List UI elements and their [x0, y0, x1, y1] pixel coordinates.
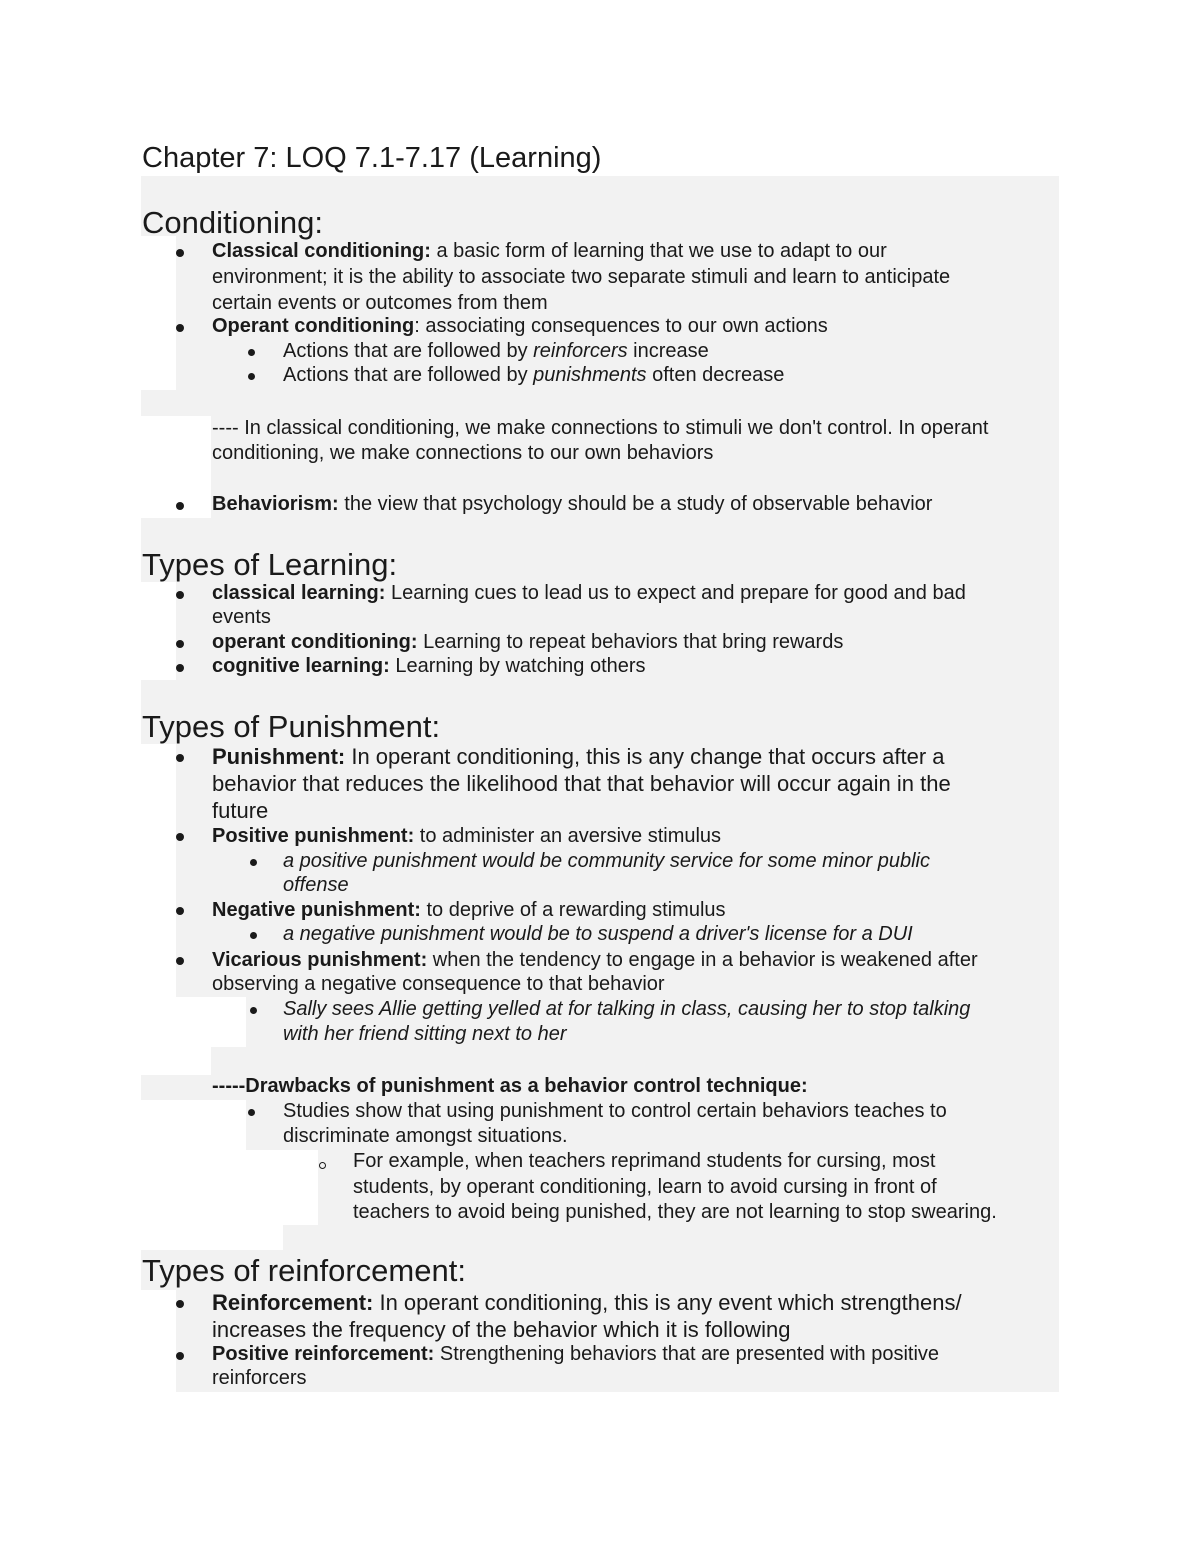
- list-item: [212, 744, 945, 770]
- list-item: [212, 1290, 962, 1316]
- note-line: ---- In classical conditioning, we make connections to stimuli we don't control. In operant: [212, 417, 989, 439]
- emphasis: reinforcers: [533, 340, 628, 362]
- emphasis: punishments: [533, 364, 647, 386]
- highlight-band: [141, 390, 1059, 416]
- list-item: Studies show that using punishment to control certain behaviors teaches to: [283, 1100, 947, 1122]
- highlight-band: [141, 518, 1059, 550]
- text: Actions that are followed by: [283, 340, 534, 362]
- term: Operant conditioning: [212, 315, 415, 337]
- highlight-band: [283, 1225, 1059, 1250]
- list-item-continuation: behavior that reduces the likelihood that that behavior will occur again in the: [212, 771, 951, 796]
- term: operant conditioning:: [212, 631, 418, 653]
- example-text: with her friend sitting next to her: [283, 1023, 567, 1045]
- bullet-icon: [248, 349, 255, 356]
- example-line: [283, 850, 930, 873]
- definition: : associating consequences to our own actions: [414, 315, 828, 337]
- term: Vicarious punishment:: [212, 949, 428, 971]
- bullet-icon: [176, 324, 184, 332]
- bullet-icon: [250, 932, 257, 939]
- definition: Learning by watching others: [389, 655, 646, 677]
- section-heading-conditioning: Conditioning:: [142, 205, 323, 240]
- example-text: a positive punishment would be community service for some minor public: [283, 850, 930, 872]
- list-item: [212, 825, 721, 848]
- drawbacks-heading: [212, 1075, 808, 1098]
- list-item-continuation: increases the frequency of the behavior which it is following: [212, 1317, 791, 1342]
- definition: In operant conditioning, this is any change that occurs after a: [345, 744, 945, 769]
- list-item-continuation: reinforcers: [212, 1367, 307, 1389]
- bullet-icon: [176, 957, 184, 965]
- bullet-icon: [176, 591, 184, 599]
- note-line: conditioning, we make connections to our own behaviors: [212, 442, 714, 464]
- text: often decrease: [646, 364, 785, 386]
- bullet-icon: [176, 907, 184, 915]
- bullet-icon: [176, 833, 184, 841]
- definition: Learning to repeat behaviors that bring rewards: [417, 631, 844, 653]
- text: Actions that are followed by: [283, 364, 534, 386]
- bullet-icon: [176, 1300, 184, 1308]
- example-text: Sally sees Allie getting yelled at for talking in class, causing her to stop talking: [283, 998, 971, 1020]
- sub-list-item: [283, 340, 709, 363]
- list-item: [212, 655, 646, 678]
- list-item-continuation: events: [212, 606, 271, 628]
- definition: Strengthening behaviors that are presented with positive: [434, 1343, 940, 1365]
- example-line: [283, 998, 970, 1021]
- definition: when the tendency to engage in a behavior is weakened after: [427, 949, 978, 971]
- term: cognitive learning:: [212, 655, 390, 677]
- bullet-icon: [176, 502, 184, 510]
- term: Classical conditioning:: [212, 240, 431, 262]
- list-item-continuation: observing a negative consequence to that behavior: [212, 973, 665, 995]
- term: classical learning:: [212, 582, 386, 604]
- list-item-continuation: certain events or outcomes from them: [212, 292, 548, 314]
- list-item-continuation: students, by operant conditioning, learn to avoid cursing in front of: [353, 1176, 937, 1198]
- term: Punishment:: [212, 744, 346, 769]
- list-item: [212, 582, 966, 605]
- highlight-band: [211, 1047, 1059, 1075]
- list-item: [212, 1343, 939, 1366]
- term: Positive punishment:: [212, 825, 415, 847]
- definition: In operant conditioning, this is any event which strengthens/: [373, 1290, 962, 1315]
- example-line: [283, 923, 913, 946]
- list-item: [212, 493, 932, 516]
- list-item: [212, 899, 726, 922]
- circle-bullet-icon: [319, 1162, 326, 1169]
- example-text: a negative punishment would be to suspend a driver's license for a DUI: [283, 923, 913, 945]
- list-item-continuation: future: [212, 798, 269, 823]
- list-item: [212, 631, 843, 654]
- bullet-icon: [248, 1109, 255, 1116]
- list-item: [212, 240, 887, 263]
- term: Reinforcement:: [212, 1290, 374, 1315]
- sub-list-item: [283, 364, 784, 387]
- page-title: Chapter 7: LOQ 7.1-7.17 (Learning): [142, 142, 602, 174]
- heading-text: -----Drawbacks of punishment as a behavior control technique:: [212, 1075, 808, 1097]
- section-heading-learning: Types of Learning:: [142, 547, 398, 582]
- bullet-icon: [176, 1352, 184, 1360]
- list-item-continuation: discriminate amongst situations.: [283, 1125, 568, 1147]
- term: Behaviorism:: [212, 493, 339, 515]
- bullet-icon: [250, 1007, 257, 1014]
- bullet-icon: [176, 664, 184, 672]
- list-item: [212, 949, 978, 972]
- term: Positive reinforcement:: [212, 1343, 435, 1365]
- bullet-icon: [248, 373, 255, 380]
- definition: to administer an aversive stimulus: [414, 825, 722, 847]
- example-line: [283, 874, 349, 897]
- bullet-icon: [176, 249, 184, 257]
- list-item-continuation: teachers to avoid being punished, they are not learning to stop swearing.: [353, 1201, 997, 1223]
- section-heading-punishment: Types of Punishment:: [142, 709, 441, 744]
- bullet-icon: [176, 754, 184, 762]
- bullet-icon: [250, 859, 257, 866]
- example-line: [283, 1023, 566, 1046]
- bullet-icon: [176, 640, 184, 648]
- definition: Learning cues to lead us to expect and prepare for good and bad: [385, 582, 966, 604]
- section-heading-reinforcement: Types of reinforcement:: [142, 1253, 466, 1288]
- definition: the view that psychology should be a study of observable behavior: [338, 493, 933, 515]
- example-text: offense: [283, 874, 349, 896]
- text: increase: [627, 340, 709, 362]
- definition: a basic form of learning that we use to adapt to our: [430, 240, 887, 262]
- term: Negative punishment:: [212, 899, 421, 921]
- sub-list-item: For example, when teachers reprimand students for cursing, most: [353, 1150, 936, 1172]
- list-item-continuation: environment; it is the ability to associate two separate stimuli and learn to anticipate: [212, 266, 951, 288]
- definition: to deprive of a rewarding stimulus: [420, 899, 726, 921]
- list-item: [212, 315, 828, 338]
